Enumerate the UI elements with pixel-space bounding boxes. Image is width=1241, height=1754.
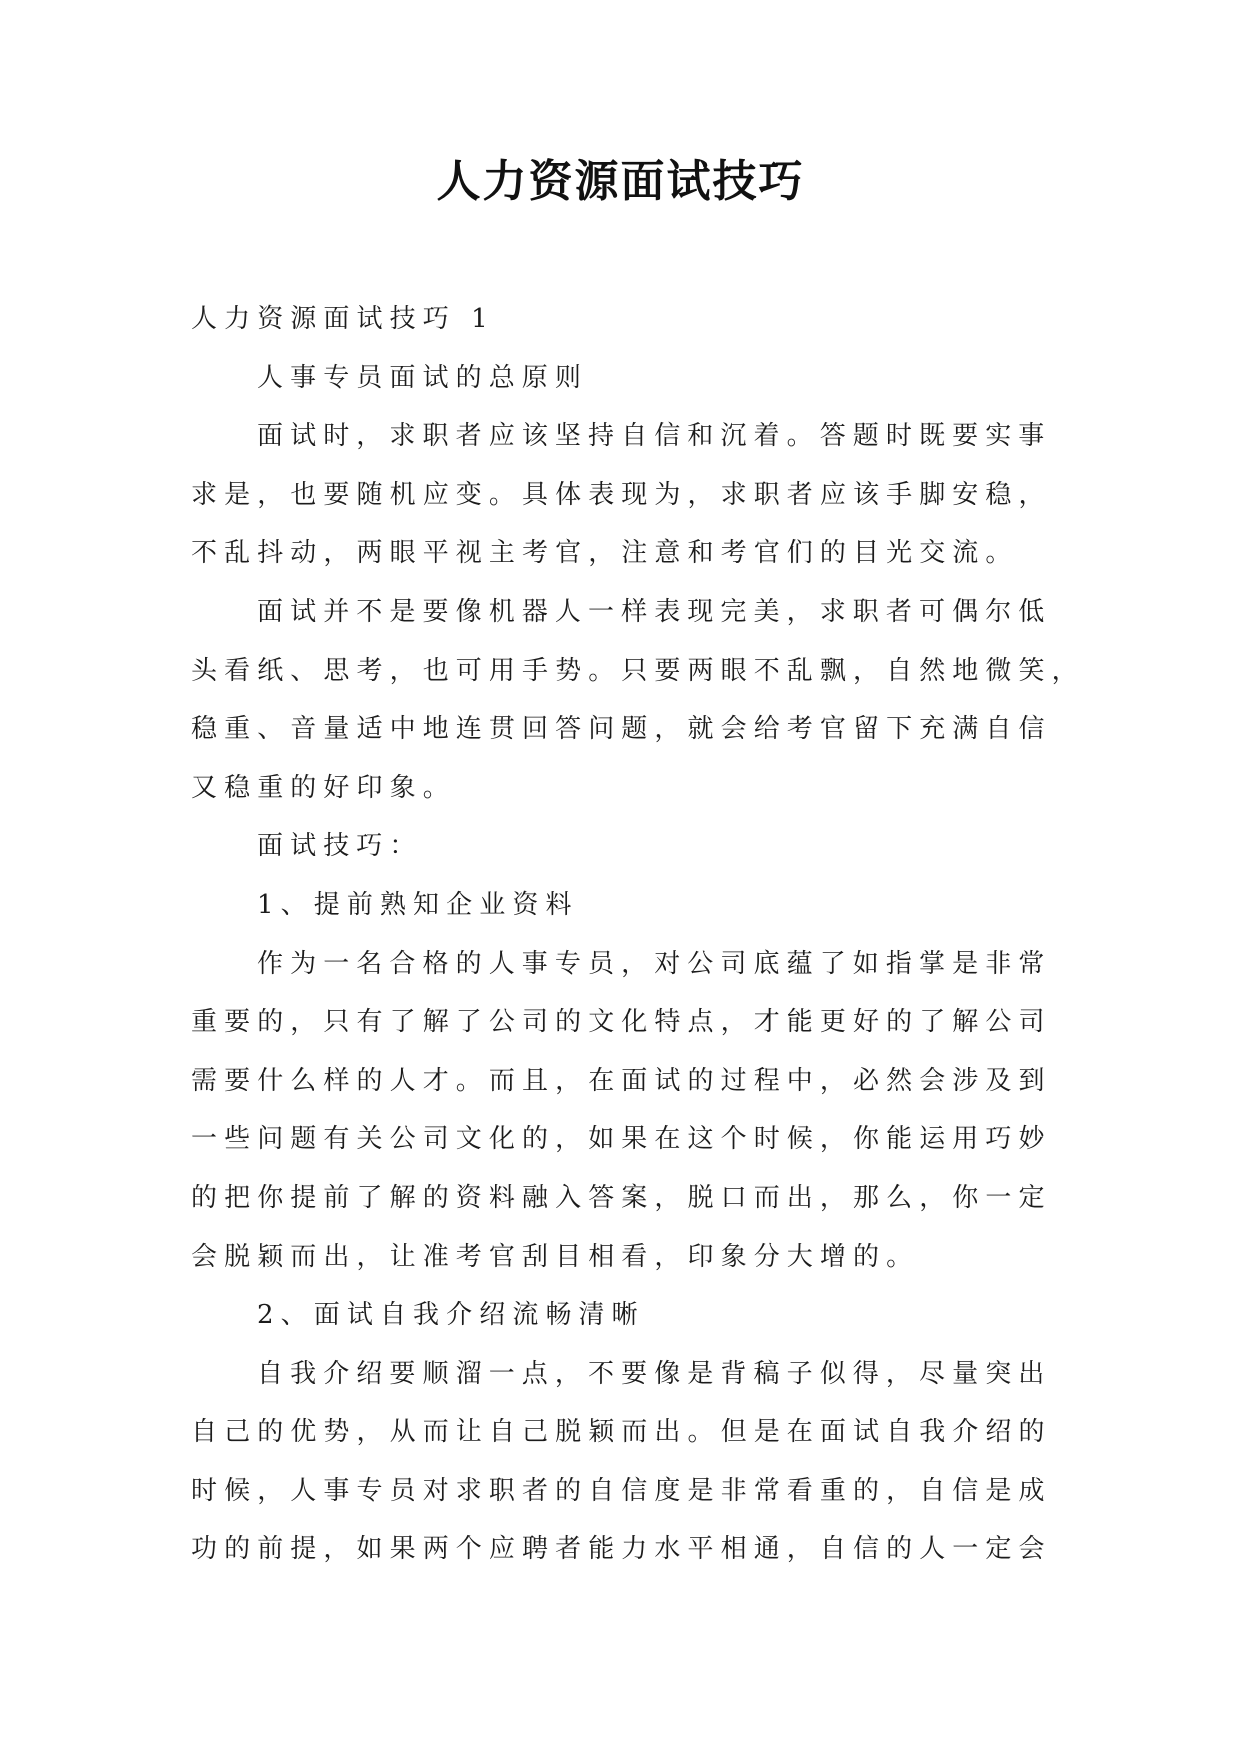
paragraph-line: 自己的优势，从而让自己脱颖而出。但是在面试自我介绍的 — [191, 1417, 1052, 1448]
paragraph-line: 重要的，只有了解了公司的文化特点，才能更好的了解公司 — [191, 1007, 1052, 1038]
paragraph-line: 需要什么样的人才。而且，在面试的过程中，必然会涉及到 — [191, 1065, 1052, 1096]
paragraph — [191, 407, 1151, 583]
paragraph-line: 作为一名合格的人事专员，对公司底蕴了如指掌是非常 — [257, 948, 1052, 979]
numbered-heading: 2、面试自我介绍流畅清晰 — [257, 1300, 645, 1331]
subheading-principles: 人事专员面试的总原则 — [257, 362, 589, 393]
paragraph-line: 的把你提前了解的资料融入答案，脱口而出，那么，你一定 — [191, 1182, 1052, 1213]
paragraph-line: 面试并不是要像机器人一样表现完美，求职者可偶尔低 — [257, 596, 1052, 627]
section-heading: 人力资源面试技巧 1 — [191, 304, 495, 334]
paragraph-line: 头看纸、思考，也可用手势。只要两眼不乱飘，自然地微笑， — [191, 655, 1085, 686]
paragraph-line: 功的前提，如果两个应聘者能力水平相通，自信的人一定会 — [191, 1534, 1052, 1565]
paragraph — [191, 1345, 1151, 1579]
paragraph-line: 一些问题有关公司文化的，如果在这个时候，你能运用巧妙 — [191, 1124, 1052, 1155]
document-title: 人力资源面试技巧 — [436, 156, 805, 207]
subheading-techniques: 面试技巧： — [257, 831, 423, 862]
paragraph-line: 稳重、音量适中地连贯回答问题，就会给考官留下充满自信 — [191, 714, 1052, 745]
paragraph-line: 求是，也要随机应变。具体表现为，求职者应该手脚安稳， — [191, 479, 1052, 510]
document-body — [191, 290, 1151, 1579]
paragraph-line: 时候，人事专员对求职者的自信度是非常看重的，自信是成 — [191, 1475, 1052, 1506]
paragraph — [191, 583, 1151, 817]
numbered-heading: 1、提前熟知企业资料 — [257, 889, 579, 920]
paragraph-line: 又稳重的好印象。 — [191, 772, 456, 803]
paragraph — [191, 935, 1151, 1287]
paragraph-line: 面试时，求职者应该坚持自信和沉着。答题时既要实事 — [257, 421, 1052, 452]
paragraph-line: 不乱抖动，两眼平视主考官，注意和考官们的目光交流。 — [191, 538, 1019, 569]
paragraph-line: 自我介绍要顺溜一点，不要像是背稿子似得，尽量突出 — [257, 1358, 1052, 1389]
paragraph-line: 会脱颖而出，让准考官刮目相看，印象分大增的。 — [191, 1241, 920, 1272]
